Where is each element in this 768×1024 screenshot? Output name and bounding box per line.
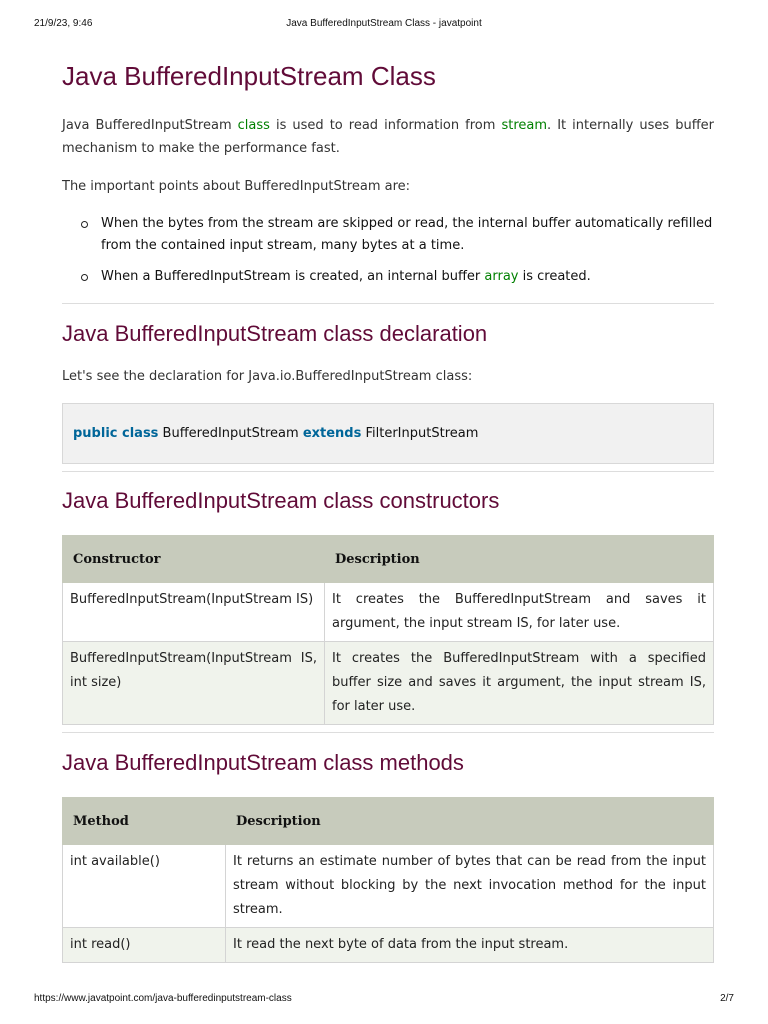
declaration-heading: Java BufferedInputStream class declaration (62, 321, 488, 346)
code-class-name: BufferedInputStream (158, 426, 303, 441)
code-parent-class: FilterInputStream (361, 426, 479, 441)
point-1-text: When the bytes from the stream are skipped or read, the internal buffer automatically refilled from the contained input stream, many bytes at a time. (101, 216, 713, 253)
constructors-heading: Java BufferedInputStream class constructors (62, 488, 500, 513)
stream-link[interactable]: stream (501, 118, 548, 133)
intro-text-2: is used to read information from (269, 118, 502, 133)
code-keyword-extends: extends (302, 426, 362, 441)
print-url: https://www.javatpoint.com/java-bufferedinputstream-class (34, 993, 292, 1004)
code-keyword-public-class: public class (73, 426, 159, 441)
constructor-description-cell: It creates the BufferedInputStream with a specified buffer size and saves it argument, the input stream IS, for later use. (325, 642, 714, 725)
column-header-description: Description (226, 798, 714, 845)
column-header-method: Method (63, 798, 226, 845)
constructor-name-cell: BufferedInputStream(InputStream IS) (63, 583, 325, 642)
method-name-cell: int read() (63, 928, 226, 963)
code-block (62, 403, 714, 464)
method-description-cell: It returns an estimate number of bytes that can be read from the input stream without blocking by the next invocation method for the input stream. (226, 845, 714, 928)
column-header-constructor: Constructor (63, 536, 325, 583)
intro-paragraph (62, 114, 714, 160)
table-row (63, 845, 714, 928)
method-description-cell: It read the next byte of data from the input stream. (226, 928, 714, 963)
constructor-description-cell: It creates the BufferedInputStream and saves it argument, the input stream IS, for later use. (325, 583, 714, 642)
print-page-title: Java BufferedInputStream Class - javatpoint (286, 18, 482, 29)
intro-text-3: . It internally uses buffer mechanism to make the performance fast. (62, 118, 715, 156)
print-date: 21/9/23, 9:46 (34, 18, 93, 29)
list-item (101, 213, 714, 257)
constructor-name-cell: BufferedInputStream(InputStream IS, int size) (63, 642, 325, 725)
class-link[interactable]: class (237, 118, 270, 133)
point-2-text-1: When a BufferedInputStream is created, an internal buffer (101, 269, 485, 284)
print-header (34, 18, 734, 32)
array-link[interactable]: array (484, 269, 519, 284)
constructors-table (62, 535, 714, 725)
divider (62, 303, 714, 304)
print-footer (34, 993, 734, 1007)
methods-heading: Java BufferedInputStream class methods (62, 750, 464, 775)
table-row (63, 642, 714, 725)
table-row (63, 583, 714, 642)
page-title: Java BufferedInputStream Class (62, 61, 436, 91)
points-intro: The important points about BufferedInputStream are: (62, 179, 411, 194)
table-header-row (63, 536, 714, 583)
point-2-text-2: is created. (518, 269, 591, 284)
declaration-intro: Let's see the declaration for Java.io.BufferedInputStream class: (62, 369, 473, 384)
code-line (73, 426, 478, 441)
methods-table (62, 797, 714, 963)
table-row (63, 928, 714, 963)
list-item (101, 266, 714, 288)
intro-text-1: Java BufferedInputStream (62, 118, 238, 133)
divider (62, 471, 714, 472)
divider (62, 732, 714, 733)
column-header-description: Description (325, 536, 714, 583)
method-name-cell: int available() (63, 845, 226, 928)
article-content (62, 58, 714, 963)
print-page-number: 2/7 (720, 993, 734, 1004)
points-list (62, 213, 714, 288)
table-header-row (63, 798, 714, 845)
